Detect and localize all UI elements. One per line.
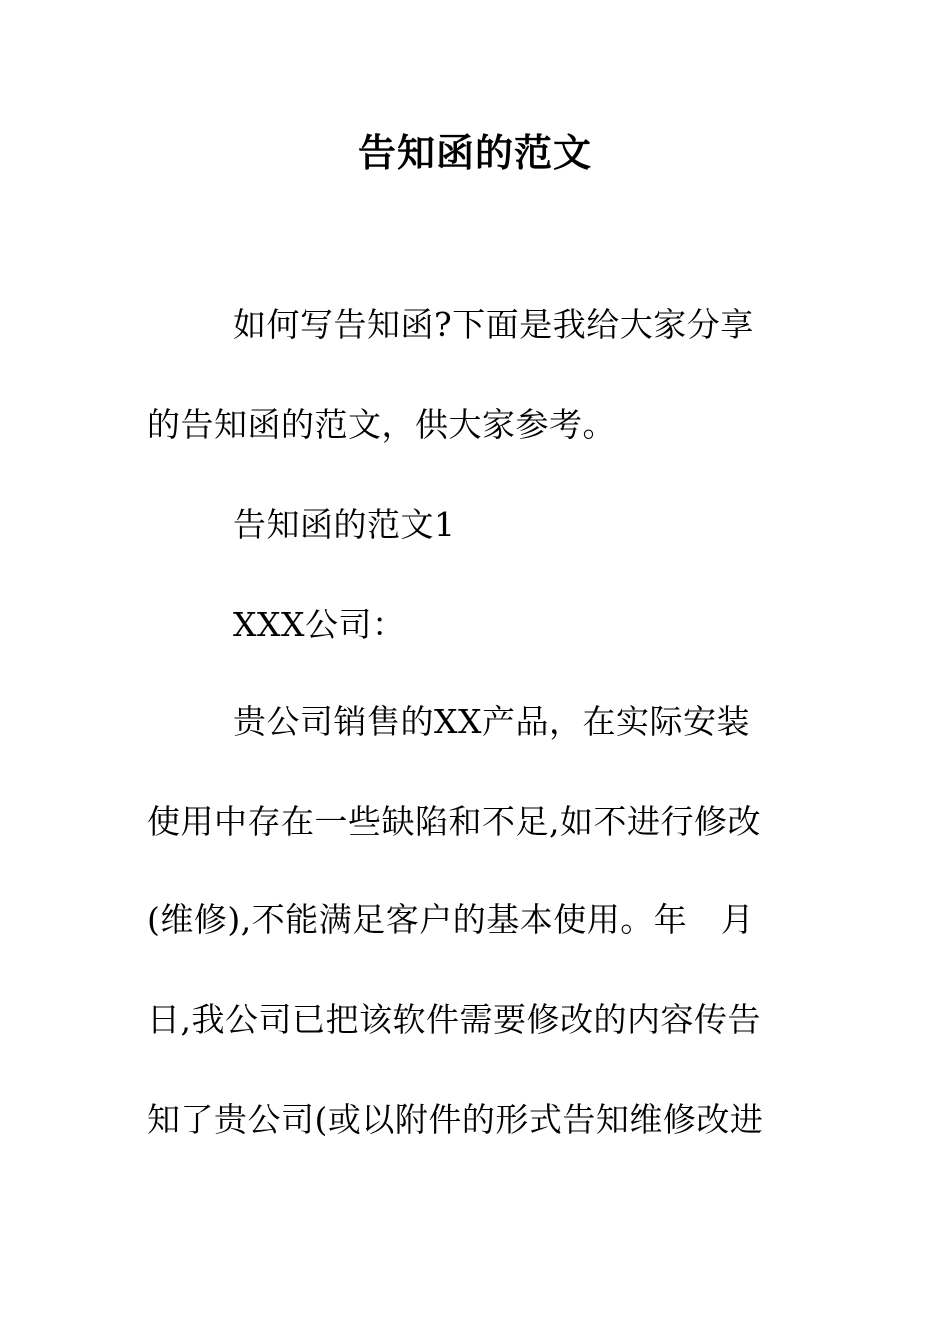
salutation: XXX公司：: [233, 605, 406, 644]
paragraph-line: 日,我公司已把该软件需要修改的内容传告: [147, 1000, 761, 1039]
paragraph-line: 贵公司销售的XX产品，在实际安装: [233, 702, 750, 741]
paragraph-line: 如何写告知函?下面是我给大家分享: [233, 305, 754, 344]
paragraph-line: 知了贵公司(或以附件的形式告知维修改进: [147, 1100, 764, 1139]
section-heading: 告知函的范文1: [233, 505, 456, 544]
paragraph-line: 使用中存在一些缺陷和不足,如不进行修改: [147, 802, 761, 841]
paragraph-line: 的告知函的范文，供大家参考。: [147, 405, 616, 444]
document-title: 告知函的范文: [357, 131, 592, 175]
paragraph-line: (维修),不能满足客户的基本使用。年 月: [147, 900, 755, 939]
